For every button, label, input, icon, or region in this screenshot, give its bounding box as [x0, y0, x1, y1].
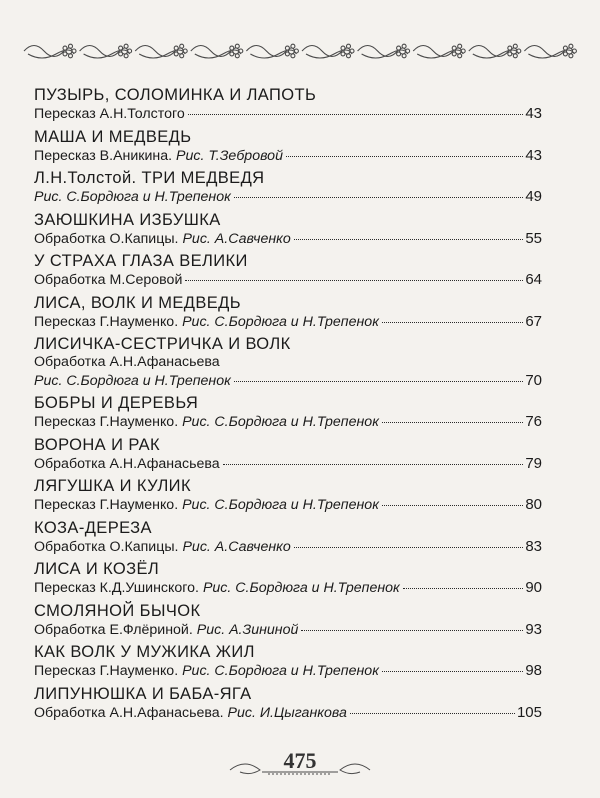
- credit-adaptation: Обработка А.Н.Афанасьева.: [34, 704, 224, 721]
- dot-leader: [286, 156, 523, 157]
- dot-leader: [382, 322, 523, 323]
- toc-entry: [34, 685, 542, 723]
- ornament-petal: [294, 49, 298, 53]
- toc-entry: [34, 519, 542, 557]
- ornament-petal: [458, 44, 462, 48]
- ornament-petal: [569, 54, 573, 58]
- dot-leader: [403, 588, 524, 589]
- ornament-petal: [69, 44, 73, 48]
- toc-entry-title: Л.Н.Толстой. ТРИ МЕДВЕДЯ: [34, 169, 265, 187]
- dot-leader: [382, 671, 523, 672]
- ornament-petal: [341, 46, 345, 50]
- dot-leader: [294, 239, 524, 240]
- toc-entry-title: КАК ВОЛК У МУЖИКА ЖИЛ: [34, 643, 255, 661]
- credit-illustrator: Рис. С.Бордюга и Н.Трепенок: [202, 580, 400, 596]
- credit-adaptation: Пересказ Г.Науменко.: [34, 313, 179, 330]
- toc-credit-line: [34, 662, 542, 681]
- toc-page-number: 43: [525, 105, 542, 122]
- ornament-petal: [461, 49, 465, 53]
- ornament-petal: [239, 49, 243, 53]
- dot-leader: [188, 114, 524, 115]
- ornament-petal: [572, 49, 576, 53]
- toc-credit-line: [34, 455, 542, 474]
- credit-illustrator: Рис. С.Бордюга и Н.Трепенок: [182, 414, 379, 430]
- toc-page-number: 83: [525, 537, 542, 555]
- credit-illustrator: Рис. С.Бордюга и Н.Трепенок: [34, 372, 231, 389]
- ornament-petal: [508, 52, 512, 56]
- toc-page-number: 70: [525, 371, 542, 389]
- toc-credit-line: [34, 354, 542, 372]
- toc-entry: [34, 86, 542, 124]
- ornament-petal: [513, 54, 517, 58]
- ornament-petal: [180, 44, 184, 48]
- credit-illustrator: Рис. С.Бордюга и Н.Трепенок: [182, 497, 379, 513]
- ornament-petal: [402, 44, 406, 48]
- toc-credit-line: [34, 538, 542, 557]
- ornament-petal: [350, 49, 354, 53]
- ornament-petal: [569, 44, 573, 48]
- toc-page-number: 43: [525, 146, 542, 164]
- toc-entry: [34, 211, 542, 249]
- toc-entry: [34, 335, 542, 390]
- ornament-petal: [397, 52, 401, 56]
- toc-entry-title: ЛИСА И КОЗЁЛ: [34, 560, 160, 578]
- toc-page-number: 79: [525, 454, 542, 472]
- credit-adaptation: Пересказ Г.Науменко.: [34, 497, 179, 513]
- credit-illustrator: Рис. С.Бордюга и Н.Трепенок: [182, 313, 379, 330]
- ornament-petal: [124, 54, 128, 58]
- ornament-petal: [174, 46, 178, 50]
- toc-page-number: 93: [525, 620, 542, 638]
- toc-entry: [34, 477, 542, 515]
- toc-credit-line: [34, 271, 542, 290]
- toc-entry-title: ПУЗЫРЬ, СОЛОМИНКА И ЛАПОТЬ: [34, 86, 317, 104]
- ornament-petal: [235, 44, 239, 48]
- toc-entry-title: ЗАЮШКИНА ИЗБУШКА: [34, 210, 221, 229]
- toc-page-number: 67: [525, 312, 542, 330]
- toc-credit-line: [34, 413, 542, 432]
- ornament-petal: [347, 44, 351, 48]
- ornament-petal: [128, 49, 132, 53]
- toc-credit-line: [34, 579, 542, 598]
- toc-entry: [34, 643, 542, 681]
- toc-page-number: 55: [525, 229, 542, 247]
- toc-entry-title: КОЗА-ДЕРЕЗА: [34, 518, 152, 537]
- toc-entry-title: ВОРОНА И РАК: [34, 435, 161, 454]
- ornament-petal: [397, 46, 401, 50]
- toc-entry-title: СМОЛЯНОЙ БЫЧОК: [34, 601, 201, 620]
- dot-leader: [185, 280, 523, 281]
- ornament-petal: [285, 46, 289, 50]
- ornament-petal: [230, 52, 234, 56]
- credit-illustrator: Рис. А.Зининой: [196, 621, 299, 638]
- toc-credit-line: [34, 147, 542, 166]
- credit-adaptation: Пересказ Г.Науменко.: [34, 663, 179, 679]
- dot-leader: [294, 547, 524, 548]
- toc-entry-title: БОБРЫ И ДЕРЕВЬЯ: [34, 394, 199, 412]
- ornament-petal: [180, 54, 184, 58]
- toc-entry: [34, 394, 542, 432]
- ornament-petal: [513, 44, 517, 48]
- dot-leader: [350, 713, 515, 714]
- credit-adaptation: Обработка О.Капицы.: [34, 230, 179, 247]
- ornament-petal: [341, 52, 345, 56]
- ornament-petal: [452, 52, 456, 56]
- ornament-petal: [291, 44, 295, 48]
- credit-adaptation: Обработка А.Н.Афанасьева: [34, 455, 220, 472]
- ornament-petal: [291, 54, 295, 58]
- toc-page-number: 105: [516, 703, 542, 721]
- dot-leader: [301, 630, 523, 631]
- ornament-petal: [119, 46, 123, 50]
- credit-adaptation: Обработка А.Н.Афанасьева: [34, 354, 220, 370]
- ornament-petal: [183, 49, 187, 53]
- toc-entry-title: ЛИСА, ВОЛК И МЕДВЕДЬ: [34, 293, 241, 312]
- credit-illustrator: Рис. С.Бордюга и Н.Трепенок: [34, 189, 231, 205]
- ornament-petal: [452, 46, 456, 50]
- toc-entry: [34, 252, 542, 290]
- ornament-petal: [124, 44, 128, 48]
- ornament-petal: [72, 49, 76, 53]
- toc-page-number: 98: [525, 662, 542, 679]
- table-of-contents: [34, 86, 542, 726]
- credit-illustrator: Рис. Т.Зебровой: [176, 147, 283, 164]
- dot-leader: [382, 505, 523, 506]
- credit-illustrator: Рис. И.Цыганкова: [227, 704, 347, 721]
- credit-adaptation: Пересказ В.Аникина.: [34, 147, 173, 164]
- credit-adaptation: Обработка О.Капицы.: [34, 538, 179, 555]
- ornament-petal: [119, 52, 123, 56]
- page-number: 475: [283, 748, 317, 773]
- toc-page-number: 64: [525, 271, 542, 288]
- ornament-petal: [563, 46, 567, 50]
- credit-illustrator: Рис. С.Бордюга и Н.Трепенок: [182, 663, 379, 679]
- ornament-petal: [230, 46, 234, 50]
- toc-entry: [34, 560, 542, 598]
- ornament-petal: [285, 52, 289, 56]
- toc-page-number: 76: [525, 413, 542, 430]
- ornament-petal: [508, 46, 512, 50]
- credit-illustrator: Рис. А.Савченко: [182, 230, 291, 247]
- ornament-petal: [517, 49, 521, 53]
- toc-credit-line: [34, 621, 542, 640]
- toc-entry: [34, 169, 542, 207]
- credit-illustrator: Рис. А.Савченко: [182, 538, 291, 555]
- toc-credit-line: [34, 105, 542, 124]
- toc-entry: [34, 294, 542, 332]
- toc-entry-title: У СТРАХА ГЛАЗА ВЕЛИКИ: [34, 252, 248, 270]
- toc-entry-title: МАША И МЕДВЕДЬ: [34, 127, 192, 146]
- toc-entry: [34, 602, 542, 640]
- ornament-petal: [458, 54, 462, 58]
- toc-page-number: 90: [525, 579, 542, 596]
- dot-leader: [234, 197, 524, 198]
- toc-credit-line: [34, 188, 542, 207]
- credit-adaptation: Обработка М.Серовой: [34, 272, 183, 288]
- credit-adaptation: Пересказ К.Д.Ушинского.: [34, 580, 199, 596]
- ornament-petal: [235, 54, 239, 58]
- page-footer: [0, 748, 600, 778]
- dot-leader: [382, 422, 523, 423]
- toc-credit-line: [34, 704, 542, 723]
- toc-credit-line: [34, 313, 542, 332]
- toc-page-number: 49: [525, 188, 542, 205]
- ornament-petal: [563, 52, 567, 56]
- decorative-border-top: [22, 38, 578, 64]
- toc-credit-line: [34, 372, 542, 391]
- ornament-petal: [63, 46, 67, 50]
- toc-entry-title: ЛИПУНЮШКА И БАБА-ЯГА: [34, 684, 252, 703]
- ornament-petal: [69, 54, 73, 58]
- ornament-petal: [347, 54, 351, 58]
- toc-credit-line: [34, 496, 542, 515]
- toc-entry-title: ЛИСИЧКА-СЕСТРИЧКА И ВОЛК: [34, 335, 291, 353]
- ornament-petal: [174, 52, 178, 56]
- dot-leader: [223, 464, 524, 465]
- dot-leader: [234, 381, 524, 382]
- toc-entry: [34, 436, 542, 474]
- ornament-petal: [402, 54, 406, 58]
- toc-credit-line: [34, 230, 542, 249]
- toc-entry-title: ЛЯГУШКА И КУЛИК: [34, 477, 191, 495]
- credit-adaptation: Пересказ Г.Науменко.: [34, 414, 179, 430]
- credit-adaptation: Пересказ А.Н.Толстого: [34, 106, 185, 122]
- credit-adaptation: Обработка Е.Флёриной.: [34, 621, 193, 638]
- ornament-petal: [406, 49, 410, 53]
- ornament-petal: [63, 52, 67, 56]
- toc-page-number: 80: [525, 496, 542, 513]
- toc-entry: [34, 128, 542, 166]
